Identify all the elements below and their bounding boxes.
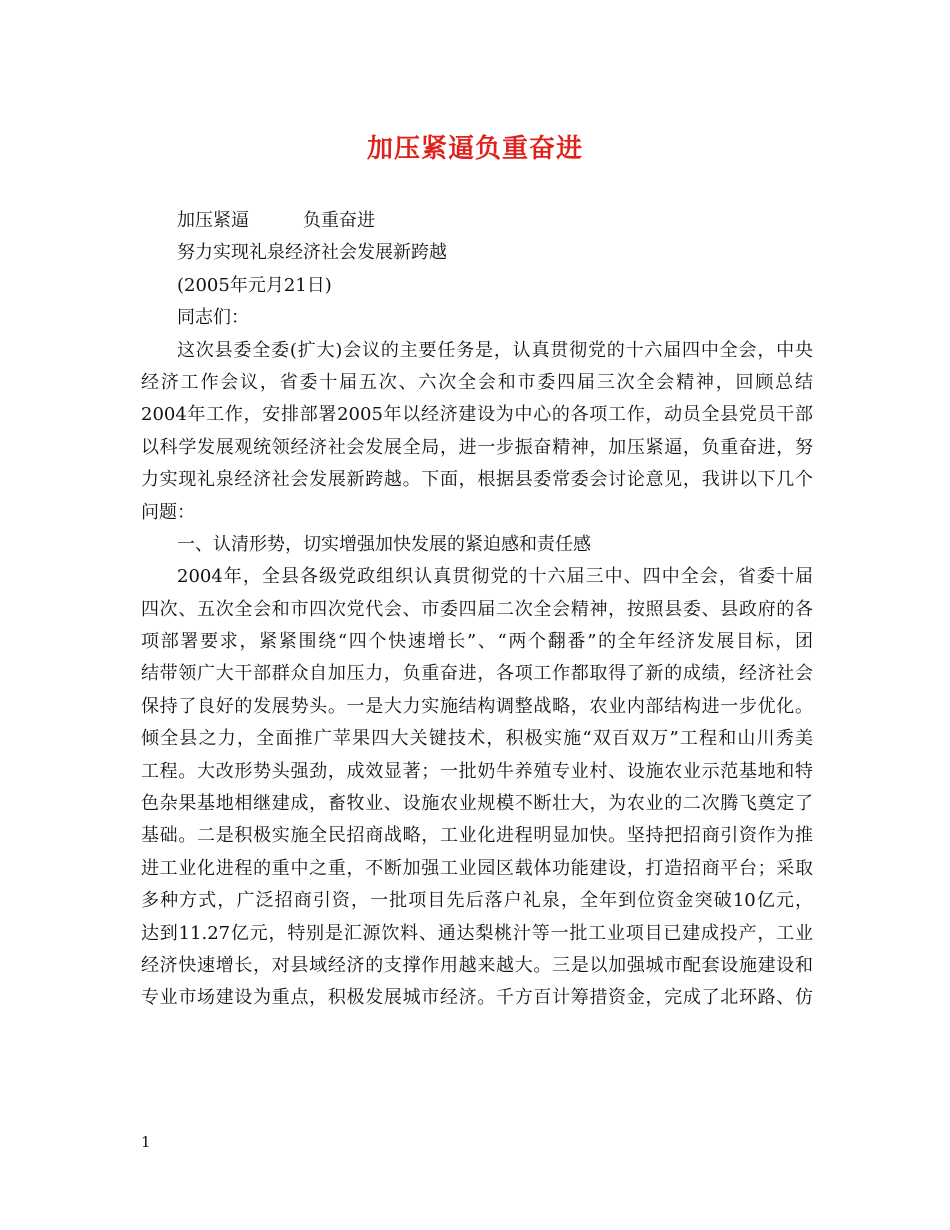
paragraph-line: 这次县委全委(扩大)会议的主要任务是，认真贯彻党的十六届四中全会，中央: [177, 339, 813, 361]
paragraph-line: 达到11.27亿元，特别是汇源饮料、通达梨桃汁等一批工业项目已建成投产，工业: [141, 922, 813, 944]
salutation: 同志们：: [177, 307, 249, 329]
document-subtitle: 努力实现礼泉经济社会发展新跨越: [177, 242, 447, 264]
paragraph-line: 基础。二是积极实施全民招商战略，工业化进程明显加快。坚持把招商引资作为推: [141, 825, 813, 847]
paragraph-line: 力实现礼泉经济社会发展新跨越。下面，根据县委常委会讨论意见，我讲以下几个: [141, 469, 813, 491]
paragraph-line: 工程。大改形势头强劲，成效显著；一批奶牛养殖专业村、设施农业示范基地和特: [141, 760, 813, 782]
document-title: 加压紧逼负重奋进: [366, 134, 583, 164]
paragraph-line: 保持了良好的发展势头。一是大力实施结构调整战略，农业内部结构进一步优化。: [141, 695, 813, 717]
paragraph-line: 项部署要求，紧紧围绕“四个快速增长”、“两个翻番”的全年经济发展目标，团: [141, 631, 813, 653]
paragraph-line: 问题：: [141, 501, 195, 523]
paragraph-line: 经济快速增长，对县域经济的支撑作用越来越大。三是以加强城市配套设施建设和: [141, 954, 813, 976]
document-body: [141, 205, 813, 1015]
heading-line: [141, 205, 813, 237]
paragraph-line: 2004年，全县各级党政组织认真贯彻党的十六届三中、四中全会，省委十届: [177, 566, 813, 588]
section-heading: 一、认清形势，切实增强加快发展的紧迫感和责任感: [177, 533, 591, 555]
document-date: (2005年元月21日): [177, 274, 332, 296]
paragraph-line: 结带领广大干部群众自加压力，负重奋进，各项工作都取得了新的成绩，经济社会: [141, 663, 813, 685]
paragraph-line: 专业市场建设为重点，积极发展城市经济。千方百计筹措资金，完成了北环路、仿: [141, 987, 813, 1009]
paragraph-line: 倾全县之力，全面推广苹果四大关键技术，积极实施“双百双万”工程和山川秀美: [141, 728, 813, 750]
paragraph-line: 经济工作会议，省委十届五次、六次全会和市委四届三次全会精神，回顾总结: [141, 371, 813, 393]
paragraph-line: 以科学发展观统领经济社会发展全局，进一步振奋精神，加压紧逼，负重奋进，努: [141, 436, 813, 458]
paragraph-line: 多种方式，广泛招商引资，一批项目先后落户礼泉，全年到位资金突破10亿元，: [141, 890, 813, 912]
paragraph-line: 2004年工作，安排部署2005年以经济建设为中心的各项工作，动员全县党员干部: [141, 404, 813, 426]
heading-part-1: 加压紧逼: [177, 210, 249, 231]
paragraph-line: 色杂果基地相继建成，畜牧业、设施农业规模不断壮大，为农业的二次腾飞奠定了: [141, 793, 813, 815]
paragraph-2: [141, 561, 813, 1014]
paragraph-line: 进工业化进程的重中之重，不断加强工业园区载体功能建设，打造招商平台；采取: [141, 857, 813, 879]
paragraph-1: [141, 335, 813, 529]
paragraph-line: 四次、五次全会和市四次党代会、市委四届二次全会精神，按照县委、县政府的各: [141, 598, 813, 620]
page-number: 1: [141, 1133, 151, 1151]
heading-part-2: 负重奋进: [303, 210, 375, 231]
